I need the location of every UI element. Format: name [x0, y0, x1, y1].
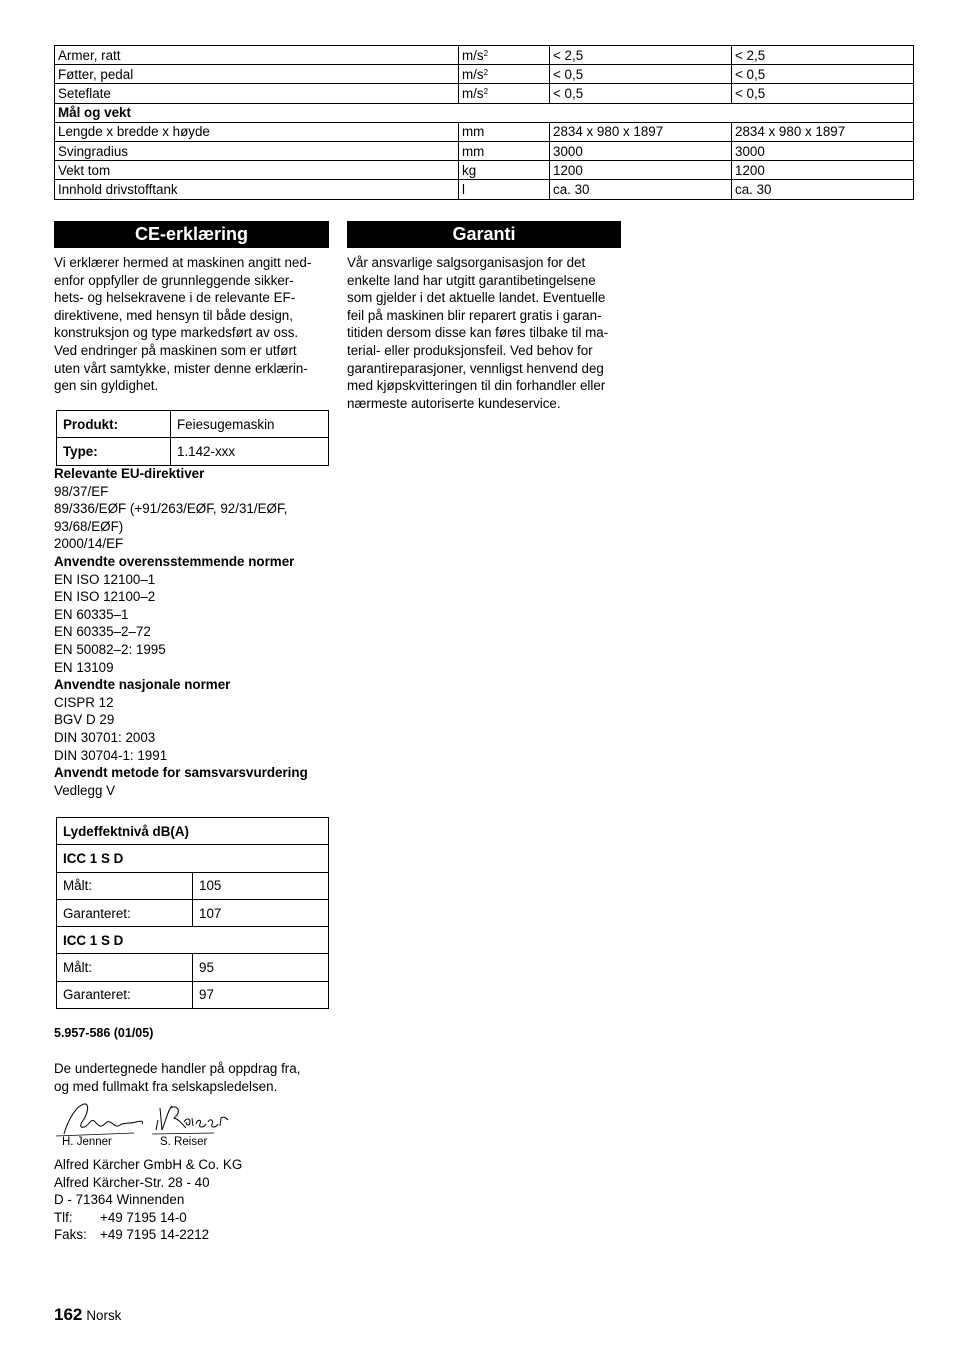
norm-item: EN ISO 12100–2: [54, 589, 156, 605]
signing-line: De undertegnede handler på oppdrag fra,: [54, 1061, 301, 1076]
product-table: [56, 410, 329, 466]
noise-group-row: [57, 927, 329, 954]
warranty-text: [347, 254, 623, 412]
spec-cell: [55, 65, 459, 84]
product-key: Produkt:: [57, 411, 171, 438]
norm-item: Vedlegg V: [54, 782, 116, 798]
address-line: [54, 1191, 330, 1209]
spec-cell-text: < 0,5: [553, 85, 584, 101]
spec-cell: [550, 122, 732, 141]
warranty-line: titiden dersom disse kan føres tilbake til ma-: [347, 325, 609, 341]
signatory-name-reiser: S. Reiser: [160, 1136, 208, 1148]
model-name: ICC 1 S D: [57, 845, 329, 872]
intro-line: konstruksjon og type markedsført av oss.: [54, 325, 299, 341]
intro-line: enfor oppfyller de grunnleggende sikker-: [54, 272, 294, 288]
spec-cell-text: m/s: [462, 47, 484, 63]
spec-cell-text: Vekt tom: [58, 162, 111, 178]
spec-cell: [550, 84, 732, 103]
spec-cell-text: l: [462, 181, 465, 197]
address-text: Alfred Kärcher GmbH & Co. KG: [54, 1157, 243, 1172]
spec-cell-text: < 2,5: [735, 47, 766, 63]
spec-cell-text: < 2,5: [553, 47, 584, 63]
spec-section-row: [55, 103, 914, 122]
norm-item: EN ISO 12100–1: [54, 571, 156, 587]
address-text: D - 71364 Winnenden: [54, 1192, 185, 1208]
spec-cell: [55, 161, 459, 180]
signing-line: og med fullmakt fra selskapsledelsen.: [54, 1078, 278, 1094]
spec-cell: [459, 84, 550, 103]
noise-key: Garanteret:: [57, 899, 193, 926]
product-row: [57, 438, 329, 465]
spec-cell-text: kg: [462, 162, 477, 178]
norm-item: BGV D 29: [54, 712, 115, 728]
warranty-line: garantireparasjoner, vennligst henvend deg: [347, 360, 604, 376]
warranty-line: feil på maskinen blir reparert gratis i garan-: [347, 307, 602, 323]
spec-cell-text: ca. 30: [553, 181, 590, 197]
spec-cell-text: mm: [462, 124, 485, 140]
spec-cell: [55, 180, 459, 199]
warranty-line: med kjøpskvitteringen til din forhandler eller: [347, 378, 606, 394]
address-line: [54, 1156, 330, 1174]
directives-and-norms: [54, 465, 330, 799]
spec-cell: [550, 141, 732, 160]
noise-value: 107: [193, 899, 329, 926]
page-number: 162: [54, 1305, 83, 1324]
address-label: Tlf:: [54, 1209, 73, 1225]
product-row: [57, 411, 329, 438]
spec-cell: [732, 65, 914, 84]
page-footer: [54, 1305, 121, 1325]
spec-cell: [459, 65, 550, 84]
norm-item: 2000/14/EF: [54, 536, 124, 552]
model-name: ICC 1 S D: [57, 927, 329, 954]
spec-cell-text: Armer, ratt: [58, 47, 121, 63]
spec-cell-text: ca. 30: [735, 181, 772, 197]
product-key: Type:: [57, 438, 171, 465]
spec-row: [55, 65, 914, 84]
spec-cell-text: 1200: [553, 162, 583, 178]
spec-cell: [55, 84, 459, 103]
spec-cell: [459, 141, 550, 160]
spec-row: [55, 122, 914, 141]
warranty-heading: Garanti: [347, 221, 621, 248]
signatory-name-jenner: H. Jenner: [62, 1136, 112, 1148]
warranty-line: som gjelder i det aktuelle landet. Eventuelle: [347, 290, 606, 306]
spec-cell: [459, 180, 550, 199]
spec-cell: [732, 84, 914, 103]
ce-intro-text: [54, 254, 330, 395]
norm-item: 98/37/EF: [54, 483, 109, 499]
spec-cell: [732, 161, 914, 180]
noise-group-row: [57, 845, 329, 872]
unit-superscript: 2: [483, 86, 489, 96]
spec-cell-text: Føtter, pedal: [58, 66, 134, 82]
spec-row: [55, 141, 914, 160]
noise-value-row: [57, 872, 329, 899]
intro-line: Vi erklærer hermed at maskinen angitt ned-: [54, 255, 312, 270]
spec-cell-text: Lengde x bredde x høyde: [58, 124, 210, 140]
spec-cell: [550, 161, 732, 180]
address-text: +49 7195 14-2212: [100, 1227, 210, 1243]
sound-power-table: [56, 817, 329, 1009]
intro-line: direktivene, med hensyn til både design,: [54, 307, 293, 323]
section-heading: Anvendt metode for samsvarsvurdering: [54, 765, 308, 781]
warranty-line: Vår ansvarlige salgsorganisasjon for det: [347, 255, 586, 270]
noise-value-row: [57, 954, 329, 981]
norm-item: DIN 30701: 2003: [54, 729, 156, 745]
spec-cell-text: 1200: [735, 162, 765, 178]
spec-row: [55, 180, 914, 199]
spec-cell: [55, 141, 459, 160]
product-value: Feiesugemaskin: [171, 411, 329, 438]
specifications-table: [54, 45, 914, 200]
spec-section-label: Mål og vekt: [55, 103, 914, 122]
spec-cell-text: 3000: [553, 143, 583, 159]
spec-cell: [459, 46, 550, 65]
document-number: 5.957-586 (01/05): [54, 1026, 154, 1040]
section-heading: Relevante EU-direktiver: [54, 466, 205, 481]
noise-value: 105: [193, 872, 329, 899]
address-label: Faks:: [54, 1227, 87, 1243]
unit-superscript: 2: [483, 67, 489, 77]
company-address: [54, 1156, 330, 1244]
spec-cell-text: m/s: [462, 85, 484, 101]
spec-cell: [550, 46, 732, 65]
noise-key: Målt:: [57, 872, 193, 899]
noise-value: 95: [193, 954, 329, 981]
norm-item: 93/68/EØF): [54, 518, 124, 534]
intro-line: Ved endringer på maskinen som er utført: [54, 342, 297, 358]
norm-item: 89/336/EØF (+91/263/EØF, 92/31/EØF,: [54, 501, 288, 517]
spec-cell: [459, 122, 550, 141]
spec-row: [55, 161, 914, 180]
norm-item: DIN 30704-1: 1991: [54, 747, 168, 763]
spec-cell: [550, 65, 732, 84]
spec-cell: [732, 46, 914, 65]
warranty-line: enkelte land har utgitt garantibetingelsene: [347, 272, 596, 288]
ce-declaration-heading: CE-erklæring: [54, 221, 329, 248]
spec-cell-text: mm: [462, 143, 485, 159]
spec-row: [55, 84, 914, 103]
warranty-line: terial- eller produksjonsfeil. Ved behov for: [347, 342, 593, 358]
spec-cell: [55, 122, 459, 141]
signatures: [54, 1100, 224, 1150]
noise-title-row: [57, 818, 329, 845]
language-label: Norsk: [86, 1308, 122, 1323]
noise-title: Lydeffektnivå dB(A): [57, 818, 329, 845]
intro-line: uten vårt samtykke, mister denne erklærin-: [54, 360, 308, 376]
spec-cell: [732, 122, 914, 141]
spec-cell-text: 2834 x 980 x 1897: [735, 124, 846, 140]
unit-superscript: 2: [483, 48, 489, 58]
spec-cell-text: < 0,5: [735, 85, 766, 101]
signature-reiser-icon: [152, 1100, 232, 1140]
noise-value-row: [57, 899, 329, 926]
noise-value: 97: [193, 981, 329, 1008]
spec-cell: [732, 141, 914, 160]
product-value: 1.142-xxx: [171, 438, 329, 465]
warranty-line: nærmeste autoriserte kundeservice.: [347, 395, 561, 411]
noise-key: Garanteret:: [57, 981, 193, 1008]
norm-item: EN 13109: [54, 659, 114, 675]
spec-row: [55, 46, 914, 65]
norm-item: EN 60335–1: [54, 606, 129, 622]
section-heading: Anvendte overensstemmende normer: [54, 553, 295, 569]
address-text: Alfred Kärcher-Str. 28 - 40: [54, 1174, 210, 1190]
spec-cell-text: m/s: [462, 66, 484, 82]
noise-key: Målt:: [57, 954, 193, 981]
spec-cell: [550, 180, 732, 199]
address-line: [54, 1209, 330, 1227]
address-line: [54, 1174, 330, 1192]
norm-item: CISPR 12: [54, 694, 114, 710]
section-heading: Anvendte nasjonale normer: [54, 677, 231, 693]
intro-line: gen sin gyldighet.: [54, 378, 159, 394]
address-text: +49 7195 14-0: [100, 1209, 187, 1225]
address-line: [54, 1226, 330, 1244]
spec-cell-text: 2834 x 980 x 1897: [553, 124, 664, 140]
spec-cell-text: 3000: [735, 143, 765, 159]
spec-cell-text: Innhold drivstofftank: [58, 181, 178, 197]
spec-cell-text: < 0,5: [553, 66, 584, 82]
spec-cell: [459, 161, 550, 180]
spec-cell-text: Seteflate: [58, 85, 111, 101]
spec-cell: [55, 46, 459, 65]
norm-item: EN 50082–2: 1995: [54, 641, 166, 657]
intro-line: hets- og helsekravene i de relevante EF-: [54, 290, 296, 306]
spec-cell: [732, 180, 914, 199]
signing-statement: [54, 1060, 330, 1095]
norm-item: EN 60335–2–72: [54, 624, 151, 640]
spec-cell-text: Svingradius: [58, 143, 128, 159]
spec-cell-text: < 0,5: [735, 66, 766, 82]
noise-value-row: [57, 981, 329, 1008]
